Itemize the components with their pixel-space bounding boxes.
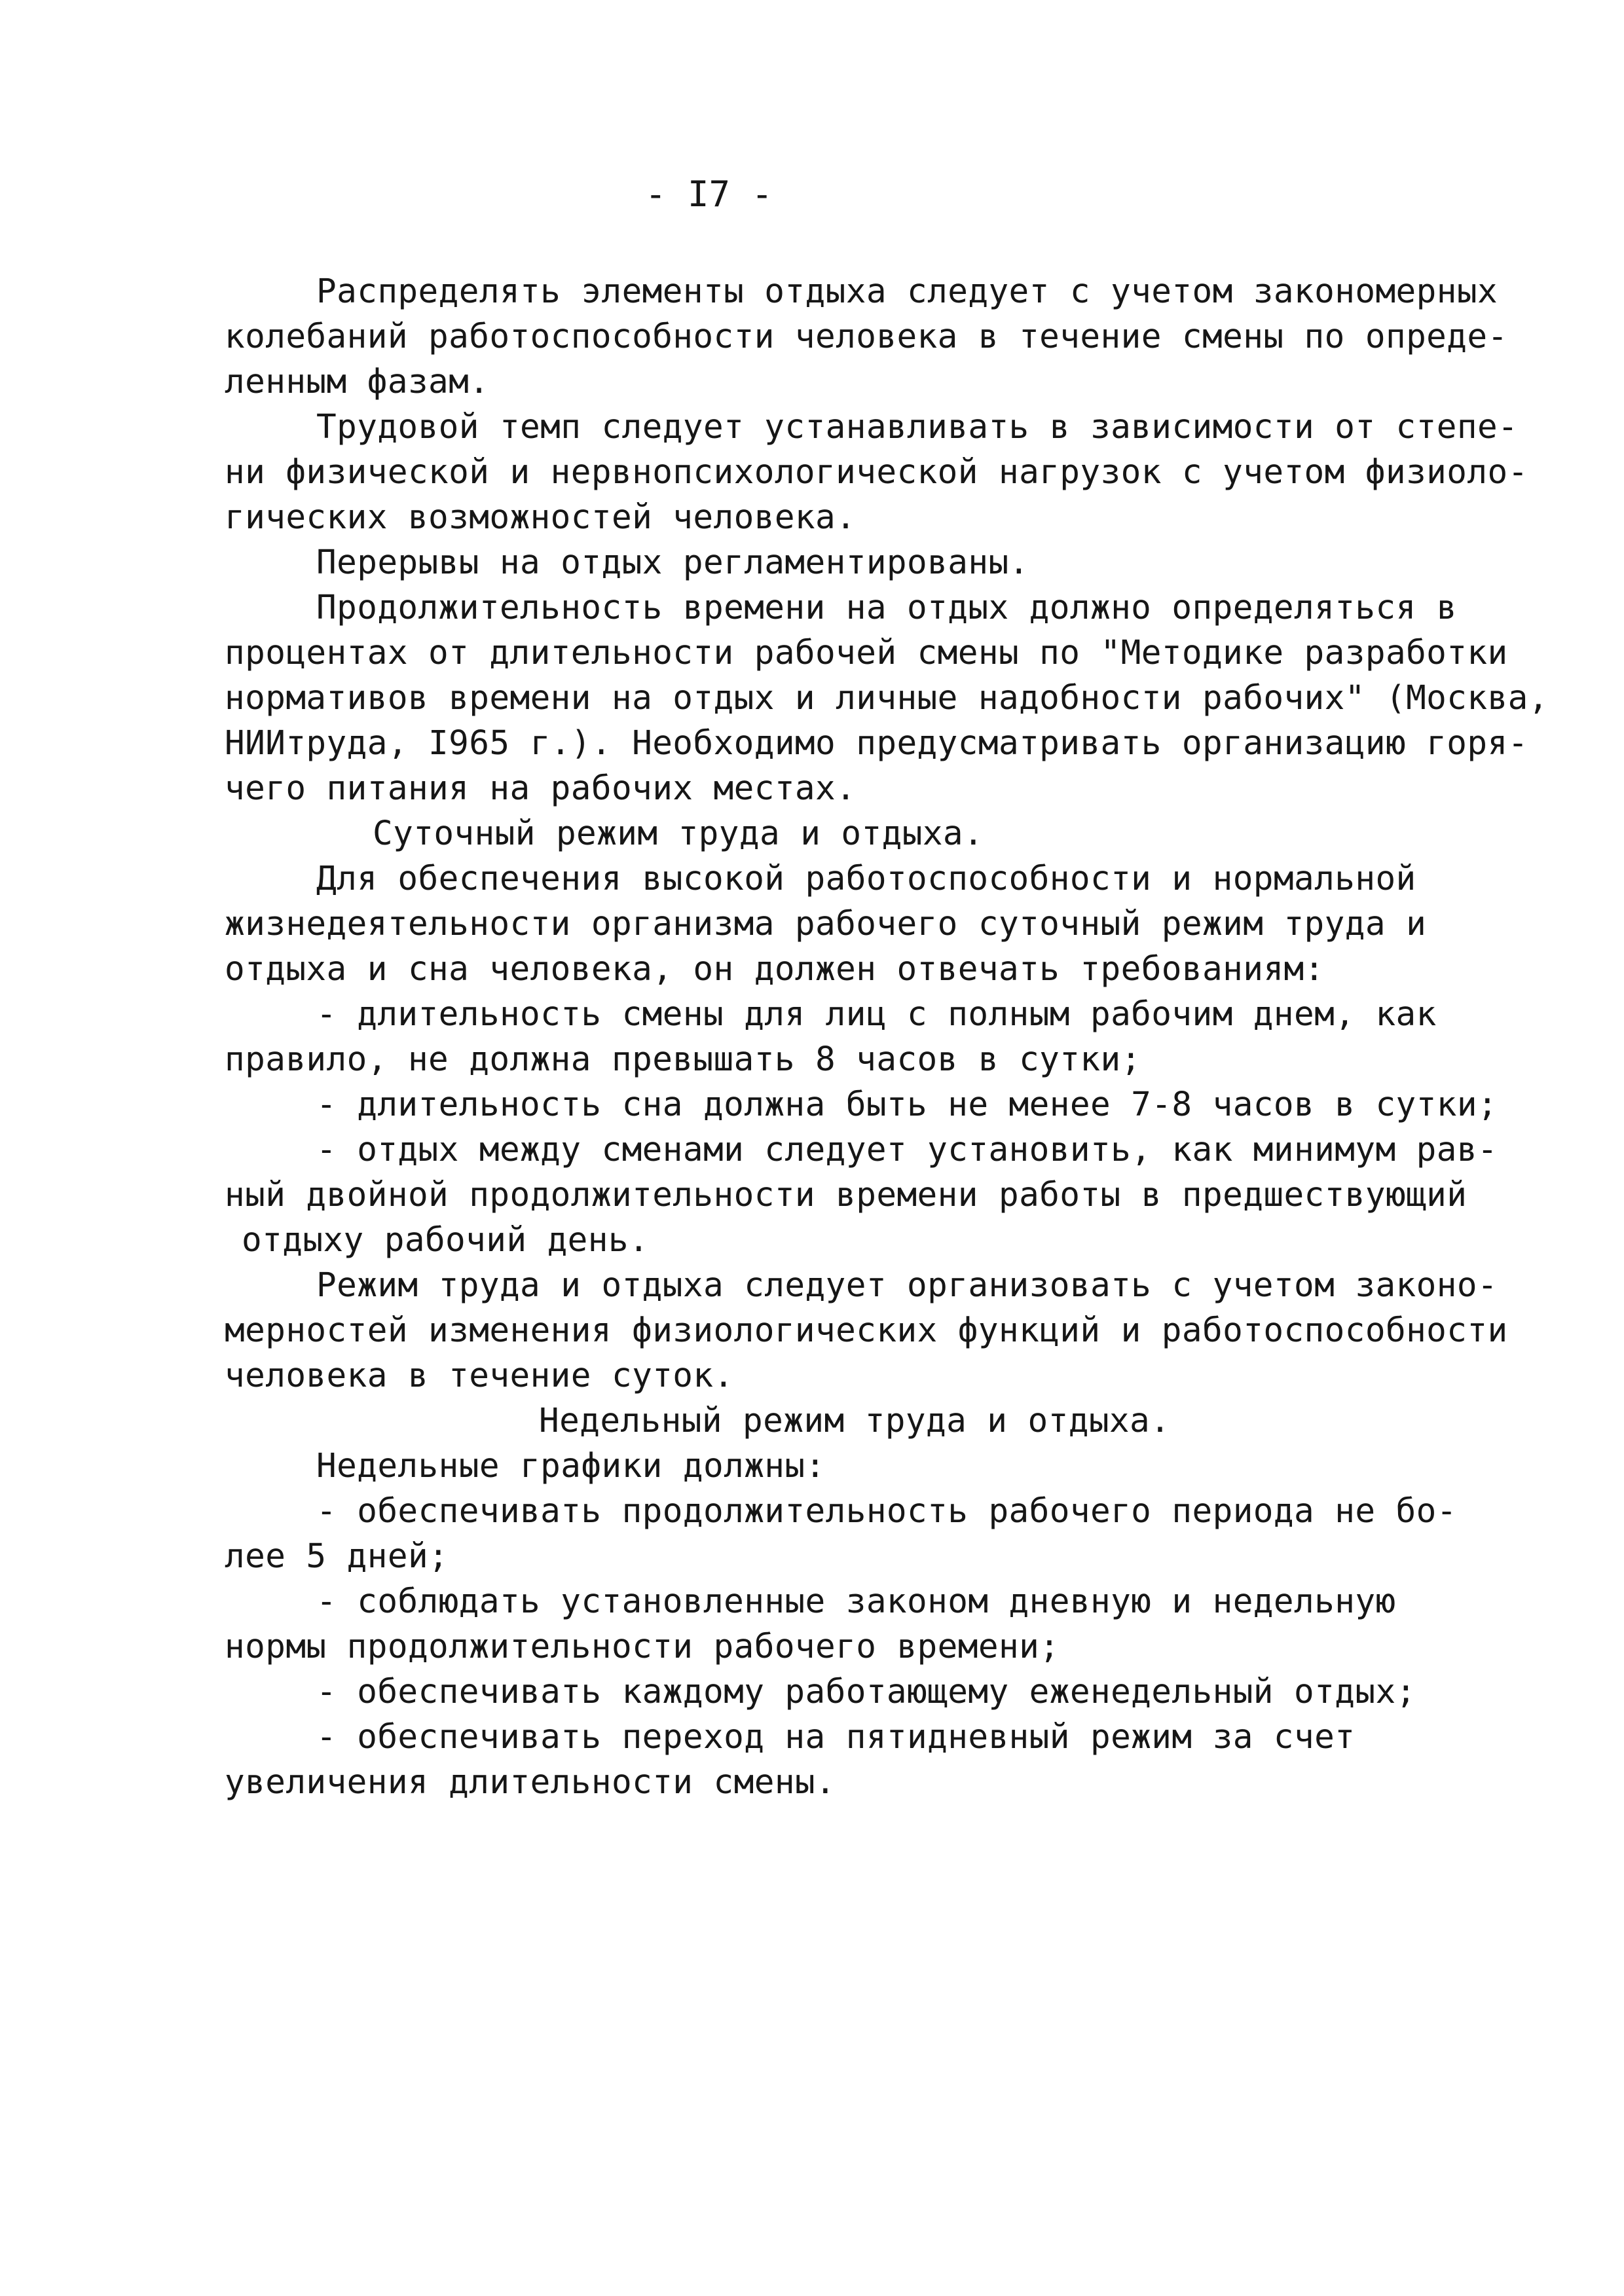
- text-line: колебаний работоспособности человека в течение смены по опреде-: [225, 318, 1508, 356]
- text-line: отдыху рабочий день.: [242, 1221, 650, 1260]
- text-line: отдыха и сна человека, он должен отвечать требованиям:: [225, 950, 1325, 989]
- list-item: - обеспечивать переход на пятидневный режим за счет: [316, 1718, 1356, 1757]
- text-line: Для обеспечения высокой работоспособности и нормальной: [316, 860, 1416, 898]
- section-heading: Суточный режим труда и отдыха.: [373, 814, 984, 853]
- text-line: нормативов времени на отдых и личные надобности рабочих" (Москва,: [225, 679, 1549, 718]
- text-line: Недельные графики должны:: [316, 1447, 826, 1485]
- text-line: жизнедеятельности организма рабочего суточный режим труда и: [225, 905, 1427, 943]
- list-item: - обеспечивать продолжительность рабочего периода не бо-: [316, 1492, 1457, 1531]
- text-line: увеличения длительности смены.: [225, 1763, 836, 1802]
- list-item: - обеспечивать каждому работающему еженедельный отдых;: [316, 1673, 1416, 1711]
- text-line: лее 5 дней;: [225, 1537, 449, 1576]
- text-line: Продолжительность времени на отдых должно определяться в: [316, 589, 1457, 627]
- text-line: ный двойной продолжительности времени работы в предшествующий: [225, 1176, 1467, 1214]
- text-line: Перерывы на отдых регламентированы.: [316, 543, 1029, 582]
- text-line: Распределять элементы отдыха следует с учетом закономерных: [316, 272, 1498, 311]
- list-item: - длительность сна должна быть не менее 7-8 часов в сутки;: [316, 1085, 1498, 1124]
- page-number: - I7 -: [645, 173, 773, 215]
- text-line: нормы продолжительности рабочего времени;: [225, 1628, 1060, 1666]
- text-line: ленным фазам.: [225, 363, 490, 401]
- text-line: гических возможностей человека.: [225, 498, 857, 537]
- text-line: чего питания на рабочих местах.: [225, 769, 857, 808]
- list-item: - длительность смены для лиц с полным рабочим днем, как: [316, 995, 1437, 1034]
- text-line: НИИтруда, I965 г.). Необходимо предусматривать организацию горя-: [225, 724, 1528, 763]
- list-item: - отдых между сменами следует установить, как минимум рав-: [316, 1131, 1498, 1169]
- section-heading: Недельный режим труда и отдыха.: [539, 1402, 1171, 1440]
- text-line: процентах от длительности рабочей смены по "Методике разработки: [225, 634, 1508, 672]
- text-line: правило, не должна превышать 8 часов в сутки;: [225, 1040, 1141, 1079]
- text-line: Режим труда и отдыха следует организовать с учетом законо-: [316, 1266, 1498, 1305]
- text-line: человека в течение суток.: [225, 1357, 734, 1395]
- text-line: Трудовой темп следует устанавливать в зависимости от степе-: [316, 408, 1519, 446]
- text-line: мерностей изменения физиологических функций и работоспособности: [225, 1311, 1508, 1350]
- text-line: ни физической и нервнопсихологической нагрузок с учетом физиоло-: [225, 453, 1528, 492]
- list-item: - соблюдать установленные законом дневную и недельную: [316, 1582, 1396, 1621]
